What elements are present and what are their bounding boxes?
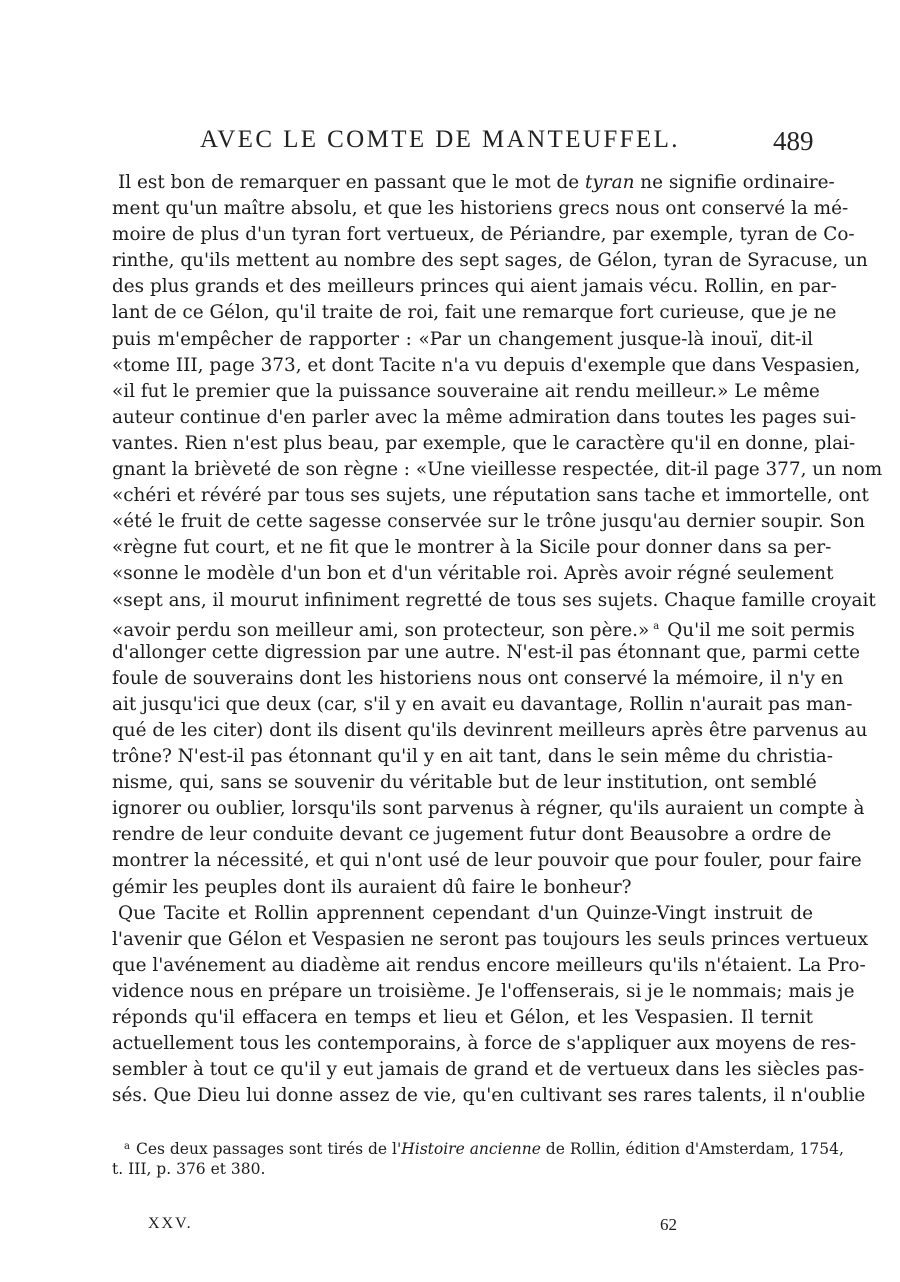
text-line: rinthe, qu'ils mettent au nombre des sept sages, de Gélon, tyran de Syracuse, un	[112, 250, 868, 272]
page-signature	[0, 1215, 900, 1239]
text-line: moire de plus d'un tyran fort vertueux, de Périandre, par exemple, tyran de Co-	[112, 224, 855, 246]
text-line: «avoir perdu son meilleur ami, son protecteur, son père.» $^a$ Qu'il me soit permis	[112, 619, 855, 641]
text-line: montrer la nécessité, et qui n'ont usé de leur pouvoir que pour fouler, pour faire	[112, 850, 862, 872]
text-line: «règne fut court, et ne fit que le montrer à la Sicile pour donner dans sa per-	[112, 537, 832, 559]
text-line: d'allonger cette digression par une autre. N'est-il pas étonnant que, parmi cette	[112, 641, 860, 663]
text-line: rendre de leur conduite devant ce jugement futur dont Beausobre a ordre de	[112, 824, 832, 846]
footnote	[112, 1136, 844, 1180]
running-head-title: AVEC LE COMTE DE MANTEUFFEL.	[200, 126, 680, 153]
text-line: trône? N'est-il pas étonnant qu'il y en ait tant, dans le sein même du christia-	[112, 746, 833, 768]
text-line: gémir les peuples dont ils auraient dû faire le bonheur?	[112, 876, 632, 898]
text-line: qué de les citer) dont ils disent qu'ils devinrent meilleurs après être parvenus au	[112, 719, 868, 741]
footnote-line	[112, 1136, 844, 1158]
text-line: foule de souverains dont les historiens nous ont conservé la mémoire, il n'y en	[112, 667, 844, 689]
footnote-text: Ces deux passages sont tirés de l'	[135, 1140, 402, 1158]
text-line: vantes. Rien n'est plus beau, par exemple, que le caractère qu'il en donne, plai-	[112, 432, 856, 454]
text-line: ment qu'un maître absolu, et que les historiens grecs nous ont conservé la mé-	[112, 198, 849, 220]
footnote-line: t. III, p. 376 et 380.	[112, 1160, 266, 1178]
text-line: sés. Que Dieu lui donne assez de vie, qu'en cultivant ses rares talents, il n'oublie	[112, 1085, 866, 1107]
text-line: «sept ans, il mourut infiniment regretté de tous ses sujets. Chaque famille croyait	[112, 589, 876, 611]
page-number: 489	[773, 126, 814, 156]
text-line: lant de ce Gélon, qu'il traite de roi, fait une remarque fort curieuse, que je ne	[112, 302, 837, 324]
text-line: que l'avénement au diadème ait rendus encore meilleurs qu'ils n'étaient. La Pro-	[112, 954, 866, 976]
text-line: Il est bon de remarquer en passant que le mot de tyran ne signifie ordinaire-	[118, 172, 835, 193]
text-line: «chéri et révéré par tous ses sujets, une réputation sans tache et immortelle, ont	[112, 485, 869, 507]
text-line: nisme, qui, sans se souvenir du véritable but de leur institution, ont semblé	[112, 772, 817, 794]
running-header	[0, 126, 900, 162]
signature-mark: XXV.	[148, 1215, 193, 1232]
text-line: sembler à tout ce qu'il y eut jamais de grand et de vertueux dans les siècles pas-	[112, 1059, 865, 1081]
footnote-book-title: Histoire ancienne	[401, 1140, 541, 1158]
text-line: Que Tacite et Rollin apprennent cependant d'un Quinze-Vingt instruit de	[118, 902, 813, 924]
footnote-reference: a	[653, 620, 660, 632]
text-line: «tome III, page 373, et dont Tacite n'a vu depuis d'exemple que dans Vespasien,	[112, 354, 861, 376]
footnote-text: de Rollin, édition d'Amsterdam, 1754,	[540, 1140, 844, 1158]
text-line: auteur continue d'en parler avec la même admiration dans toutes les pages sui-	[112, 406, 857, 428]
text-line: l'avenir que Gélon et Vespasien ne seront pas toujours les seuls princes vertueux	[112, 928, 869, 950]
text-line: réponds qu'il effacera en temps et lieu et Gélon, et les Vespasien. Il ternit	[112, 1007, 813, 1028]
text-line: puis m'empêcher de rapporter : «Par un changement jusque-là inouï, dit-il	[112, 328, 813, 350]
italic-word: tyran	[585, 172, 635, 193]
signature-number: 62	[660, 1215, 677, 1234]
body-text	[112, 170, 883, 1109]
text-line: ignorer ou oublier, lorsqu'ils sont parvenus à régner, qu'ils auraient un compte à	[112, 798, 865, 820]
text-line: «il fut le premier que la puissance souveraine ait rendu meilleur.» Le même	[112, 380, 820, 402]
footnote-mark: a	[124, 1141, 130, 1152]
text-line: «été le fruit de cette sagesse conservée sur le trône jusqu'au dernier soupir. Son	[112, 511, 865, 533]
text-line: «sonne le modèle d'un bon et d'un véritable roi. Après avoir régné seulement	[112, 563, 834, 585]
text-line: gnant la brièveté de son règne : «Une vieillesse respectée, dit-il page 377, un nom	[112, 459, 883, 481]
text-line: ait jusqu'ici que deux (car, s'il y en avait eu davantage, Rollin n'aurait pas man-	[112, 693, 853, 715]
text-line: vidence nous en prépare un troisième. Je l'offenserais, si je le nommais; mais je	[112, 980, 855, 1002]
text-line: actuellement tous les contemporains, à force de s'appliquer aux moyens de res-	[112, 1033, 857, 1055]
text-line: des plus grands et des meilleurs princes qui aient jamais vécu. Rollin, en par-	[112, 276, 837, 298]
